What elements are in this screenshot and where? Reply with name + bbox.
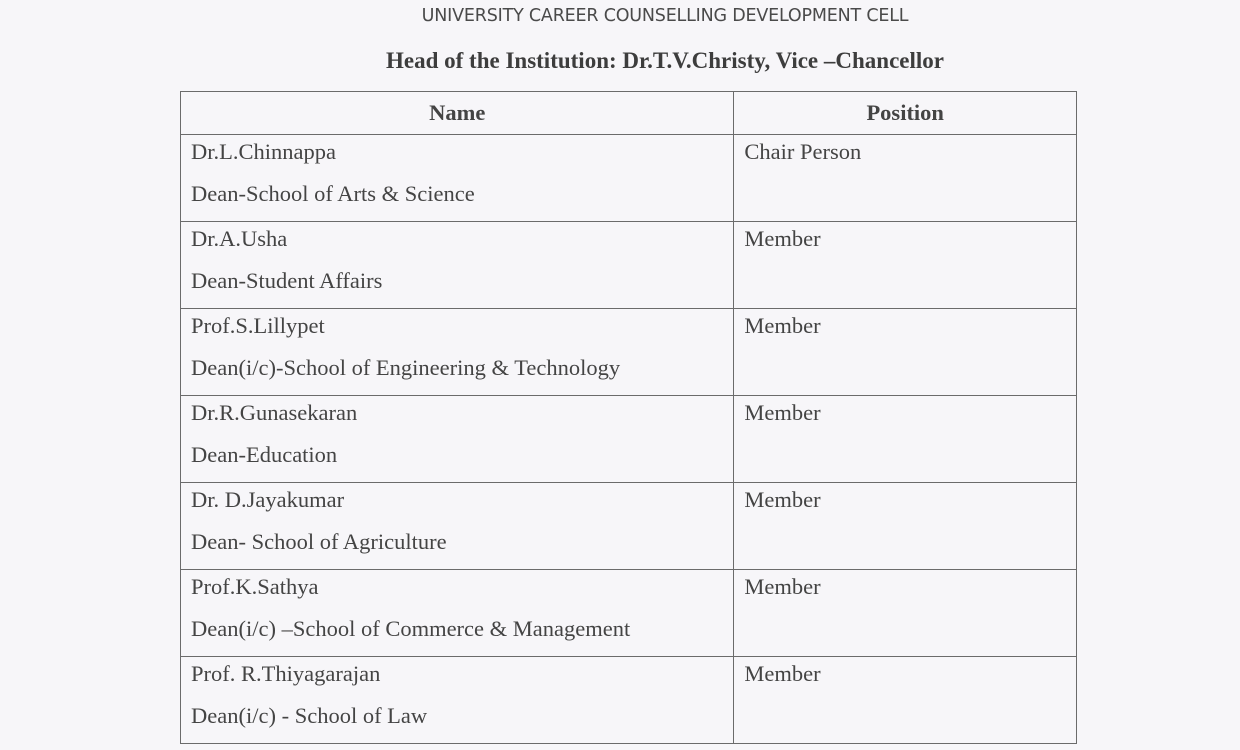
name-cell [181, 135, 734, 222]
committee-table [180, 91, 1077, 744]
position-cell [734, 222, 1077, 309]
member-name: Dr.A.Usha [191, 226, 288, 251]
member-role: Dean-Student Affairs [191, 268, 383, 293]
table-row [181, 483, 1077, 570]
name-cell [181, 657, 734, 744]
position-cell [734, 135, 1077, 222]
member-role: Dean(i/c) - School of Law [191, 703, 428, 728]
name-cell [181, 309, 734, 396]
name-cell [181, 483, 734, 570]
member-name: Dr.L.Chinnappa [191, 139, 336, 164]
member-position: Member [744, 400, 821, 425]
member-name: Prof.S.Lillypet [191, 313, 325, 338]
position-cell [734, 570, 1077, 657]
member-position: Member [744, 226, 821, 251]
column-header-position: Position [734, 92, 1077, 135]
position-cell [734, 483, 1077, 570]
table-row [181, 135, 1077, 222]
member-position: Chair Person [744, 139, 862, 164]
member-position: Member [744, 574, 821, 599]
member-role: Dean-School of Arts & Science [191, 181, 475, 206]
name-cell [181, 396, 734, 483]
table-row [181, 570, 1077, 657]
member-role: Dean-Education [191, 442, 338, 467]
member-position: Member [744, 661, 821, 686]
table-row [181, 309, 1077, 396]
member-role: Dean- School of Agriculture [191, 529, 447, 554]
document-subheading: Head of the Institution: Dr.T.V.Christy, Vice –Chancellor [386, 48, 944, 73]
member-name: Prof.K.Sathya [191, 574, 319, 599]
member-name: Prof. R.Thiyagarajan [191, 661, 381, 686]
table-header-row [181, 92, 1077, 135]
member-role: Dean(i/c)-School of Engineering & Technology [191, 355, 621, 380]
name-cell [181, 570, 734, 657]
document-heading: UNIVERSITY CAREER COUNSELLING DEVELOPMENT CELL [421, 6, 909, 26]
table-row [181, 657, 1077, 744]
member-name: Dr. D.Jayakumar [191, 487, 345, 512]
table-row [181, 222, 1077, 309]
member-role: Dean(i/c) –School of Commerce & Management [191, 616, 631, 641]
column-header-name: Name [181, 92, 734, 135]
position-cell [734, 657, 1077, 744]
table-row [181, 396, 1077, 483]
member-position: Member [744, 313, 821, 338]
name-cell [181, 222, 734, 309]
position-cell [734, 396, 1077, 483]
member-position: Member [744, 487, 821, 512]
position-cell [734, 309, 1077, 396]
member-name: Dr.R.Gunasekaran [191, 400, 358, 425]
